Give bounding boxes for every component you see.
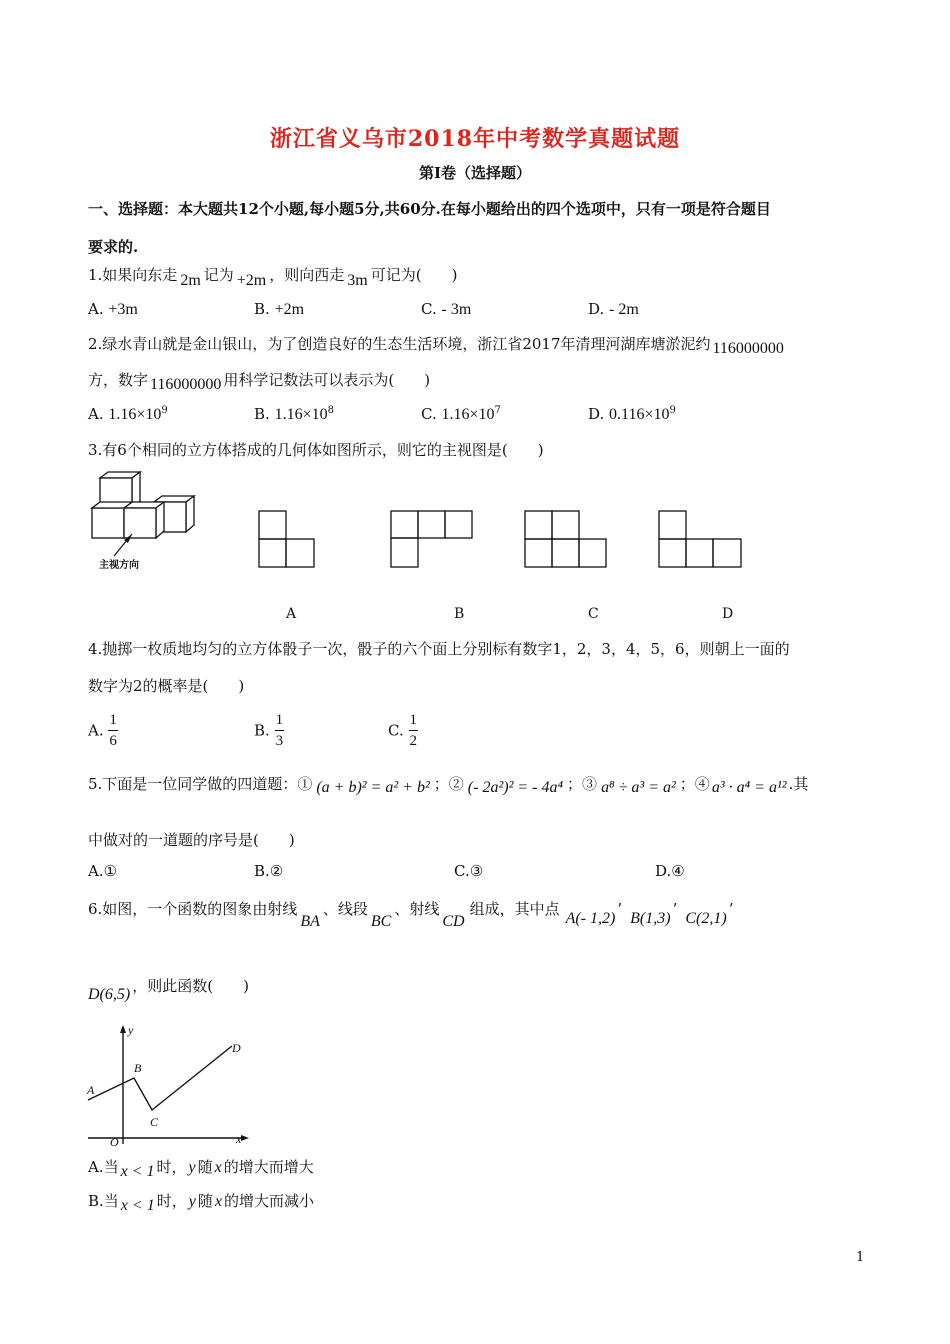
q1-option-a-label: A. [88, 300, 104, 318]
q2-option-a-exp: 9 [161, 405, 168, 416]
q3-option-d-figure [658, 510, 744, 568]
q4-option-a-num: 1 [108, 710, 118, 731]
q2-text-1: 2.绿水青山就是金山银山，为了创造良好的生态生活环境，浙江省2017年清理河湖库塘淤泥约 [88, 335, 711, 353]
q2-option-b-label: B. [254, 405, 270, 423]
q5-text-1: 5.下面是一位同学做的四道题：① [88, 775, 313, 793]
q5-text-3: ；③ [567, 775, 598, 793]
q4-option-c [388, 710, 418, 751]
question-4-line1: 4.抛掷一枚质地均匀的立方体骰子一次，骰子的六个面上分别标有数字1，2，3，4，5，6，则朝上一面的 [88, 640, 790, 658]
q6-option-b-t1: 时， [156, 1192, 187, 1210]
q1-option-c [421, 300, 471, 319]
q1-option-b-label: B. [254, 300, 270, 318]
q2-option-c-exp: 7 [494, 405, 501, 416]
graph-label-d: D [232, 1041, 241, 1055]
question-2-line2 [88, 369, 431, 393]
q6-option-b-t3: 的增大而减小 [223, 1192, 314, 1210]
q6-text-5: ，则此函数( ) [132, 977, 249, 995]
q5-expr-1: (a + b)² = a² + b² [316, 779, 430, 796]
q4-option-b-den: 3 [275, 733, 284, 749]
q2-option-d-exp: 9 [669, 405, 676, 416]
q2-option-a-label: A. [88, 405, 104, 423]
q6-point-a: A(- 1,2) [565, 910, 616, 927]
graph-label-x: x [236, 1132, 242, 1146]
q6-option-a-v2: x [214, 1159, 222, 1176]
q2-text-2: 方，数字 [88, 371, 149, 389]
q4-option-c-fraction [409, 710, 419, 751]
q6-option-a-v1: y [188, 1159, 196, 1176]
q4-option-b-label: B. [254, 721, 270, 740]
q3-option-a-label: A [286, 606, 297, 622]
q5-option-c [454, 862, 483, 880]
question-5-line2: 中做对的一道题的序号是( ) [88, 831, 295, 849]
q5-option-d-value: ④ [671, 862, 685, 880]
q2-text-3: 用科学记数法可以表示为( ) [223, 371, 431, 389]
q2-option-c-label: C. [421, 405, 437, 423]
graph-label-c: C [150, 1115, 159, 1129]
q1-math-2: +2m [236, 272, 267, 289]
q5-option-c-value: ③ [469, 862, 484, 880]
q6-option-b-cond: x < 1 [120, 1197, 155, 1214]
q3-option-b-label: B [454, 606, 465, 622]
q6-option-a-t1: 时， [156, 1158, 187, 1176]
question-6-line1: 6.如图，一个函数的图象由射线BA、线段BC、射线CD组成，其中点A(- 1,2)’B(1,3)’C(2,1)’ [88, 900, 734, 930]
cube-front-left-top [92, 502, 132, 508]
q4-option-b [254, 710, 284, 751]
q2-option-a-base: 1.16×10 [108, 406, 162, 423]
q5-option-d [655, 862, 685, 880]
q4-option-a-fraction [108, 710, 118, 751]
q5-option-a-label: A. [88, 862, 104, 880]
q6-option-b-t2: 随 [197, 1192, 213, 1210]
q2-option-d-label: D. [588, 405, 605, 423]
q6-option-a-cond: x < 1 [120, 1163, 155, 1180]
q3-option-a-figure [258, 510, 318, 568]
q6-segment-ba: BA [300, 913, 320, 930]
q5-text-2: ；② [433, 775, 464, 793]
q2-math-1: 116000000 [712, 340, 784, 357]
question-4-line2: 数字为2的概率是( ) [88, 677, 245, 695]
cube-front-mid [124, 508, 156, 538]
question-1 [88, 264, 458, 289]
q6-segment-bc: BC [370, 913, 392, 930]
graph-label-b: B [134, 1061, 142, 1075]
page-title: 浙江省义乌市2018年中考数学真题试题 [269, 126, 681, 152]
q4-option-a-den: 6 [109, 733, 117, 749]
q4-option-a [88, 710, 118, 751]
q6-option-a-t3: 的增大而增大 [223, 1158, 314, 1176]
q1-math-1: 2m [180, 272, 201, 289]
q1-text-2: 记为 [203, 266, 234, 284]
q2-option-d-base: 0.116×10 [609, 406, 670, 423]
q5-expr-2: (- 2a²)² = - 4a⁴ [467, 779, 564, 796]
q1-text-4: 可记为( ) [370, 266, 458, 284]
q6-option-a [88, 1156, 314, 1180]
q1-math-3: 3m [347, 272, 368, 289]
q6-text-1: 6.如图，一个函数的图象由射线 [88, 900, 298, 918]
q1-option-c-label: C. [421, 300, 437, 318]
q5-text-4: ；④ [679, 775, 710, 793]
q2-option-c [421, 405, 501, 424]
q1-option-d-value: - 2m [609, 301, 639, 318]
q1-option-d [588, 300, 639, 319]
q5-option-d-label: D. [655, 862, 672, 880]
x-axis-arrow [241, 1135, 249, 1141]
q5-option-b-label: B. [254, 862, 270, 880]
section-heading-line1: 一、选择题：本大题共12个小题,每小题5分,共60分.在每小题给出的四个选项中，只有一项是符合题目 [88, 200, 771, 218]
q4-option-c-den: 2 [409, 733, 417, 749]
q6-option-b-v1: y [188, 1193, 196, 1210]
cube-right-side [186, 496, 194, 532]
q4-option-b-num: 1 [275, 710, 285, 731]
q5-expr-4: a³ · a⁴ = a¹² [711, 779, 787, 796]
q1-text-3: ，则向西走 [269, 266, 345, 284]
q6-option-b [88, 1190, 314, 1214]
q6-point-c: C(2,1) [685, 910, 727, 927]
q2-option-b-base: 1.16×10 [274, 406, 328, 423]
q2-option-c-base: 1.16×10 [441, 406, 495, 423]
question-3: 3.有6个相同的立方体搭成的几何体如图所示，则它的主视图是( ) [88, 441, 544, 459]
q6-text-3: 、射线 [394, 900, 440, 918]
section-subtitle: 第Ⅰ卷（选择题） [418, 164, 532, 182]
q2-option-b [254, 405, 334, 424]
q3-option-c-figure [524, 510, 608, 568]
graph-label-y: y [128, 1023, 134, 1037]
q3-option-b-figure [390, 510, 474, 568]
q6-option-a-t2: 随 [197, 1158, 213, 1176]
q1-option-a [88, 300, 138, 319]
q6-text-4: 组成，其中点 [469, 900, 560, 918]
q1-text-1: 1.如果向东走 [88, 266, 178, 284]
q2-math-2: 116000000 [150, 376, 222, 393]
q6-point-b: B(1,3) [630, 910, 671, 927]
q4-option-a-label: A. [88, 721, 104, 740]
q2-option-d [588, 405, 676, 424]
cube-front-left [92, 508, 124, 538]
q6-function-graph [84, 1022, 254, 1148]
cube-mid-side [156, 502, 164, 538]
q6-option-b-label: B.当 [88, 1192, 119, 1210]
q6-text-2: 、线段 [322, 900, 368, 918]
y-axis-arrow [120, 1025, 126, 1033]
q5-option-a [88, 862, 117, 880]
q5-text-5: .其 [788, 775, 809, 793]
q5-expr-3: a⁸ ÷ a³ = a² [601, 779, 676, 796]
function-polyline [88, 1046, 232, 1110]
question-5-line1 [88, 773, 808, 794]
q4-option-c-num: 1 [409, 710, 419, 731]
q5-option-b [254, 862, 283, 880]
q3-view-direction-label: 主视方向 [99, 560, 139, 571]
q1-option-a-value: +3m [108, 301, 138, 318]
q5-option-a-value: ① [103, 862, 118, 880]
graph-label-a: A [87, 1083, 95, 1097]
q2-option-a [88, 405, 168, 424]
q1-option-b [254, 300, 304, 319]
q6-option-a-label: A.当 [88, 1158, 119, 1176]
q6-option-b-v2: x [214, 1193, 222, 1210]
q6-point-d: D(6,5) [88, 986, 131, 1003]
q1-option-c-value: - 3m [441, 301, 472, 318]
q4-option-c-label: C. [388, 721, 404, 740]
q2-option-b-exp: 8 [327, 405, 334, 416]
question-2-line1 [88, 333, 784, 357]
q5-option-c-label: C. [454, 862, 470, 880]
q1-option-b-value: +2m [274, 301, 305, 318]
q5-option-b-value: ② [269, 862, 284, 880]
q4-option-b-fraction [275, 710, 285, 751]
q6-segment-cd: CD [442, 913, 465, 930]
section-heading-line2: 要求的. [88, 238, 139, 256]
q3-option-c-label: C [588, 606, 599, 622]
q1-option-d-label: D. [588, 300, 605, 318]
graph-label-origin: O [110, 1135, 119, 1148]
page-number: 1 [856, 1250, 865, 1265]
question-6-line2 [88, 975, 249, 1003]
q3-option-d-label: D [722, 606, 734, 622]
